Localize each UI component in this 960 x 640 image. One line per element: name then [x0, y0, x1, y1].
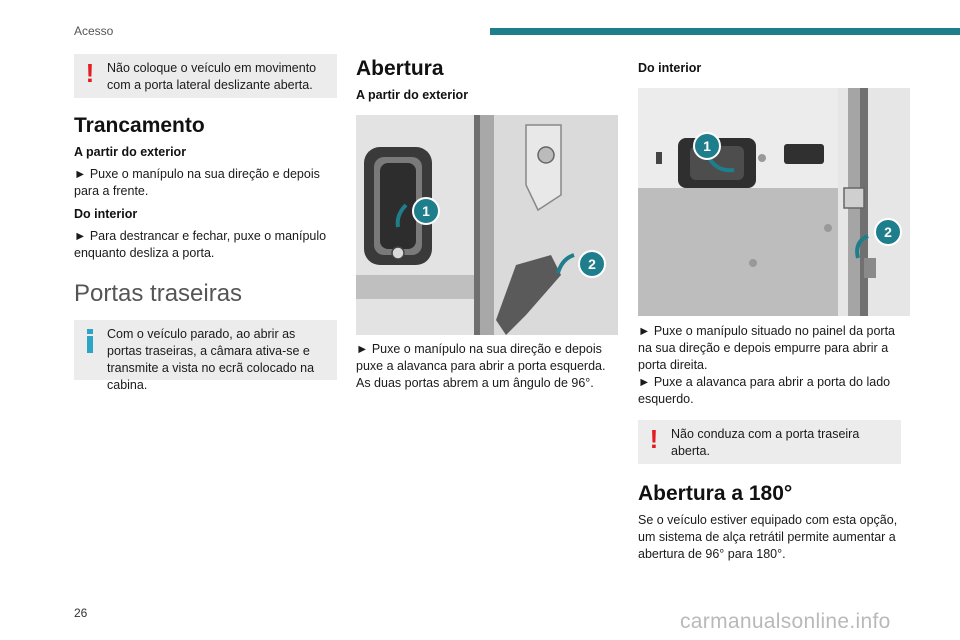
- column-2: [356, 54, 618, 392]
- callout-2-badge: 2: [578, 250, 606, 278]
- opening-from-inside-heading: Do interior: [638, 61, 702, 75]
- locking-heading: Trancamento: [74, 114, 205, 137]
- opening-heading: Abertura: [356, 57, 444, 80]
- info-icon: [86, 329, 94, 355]
- page-number: 26: [74, 606, 88, 620]
- from-inside-text: ► Para destrancar e fechar, puxe o manípulo enquanto desliza a porta.: [74, 229, 327, 260]
- info-text: Com o veículo parado, ao abrir as portas traseiras, a câmara ativa-se e transmite a vista no ecrã colocado na cabina.: [107, 327, 315, 392]
- rear-doors-heading: Portas traseiras: [74, 280, 243, 307]
- opening-exterior-text: ► Puxe o manípulo na sua direção e depois puxe a alavanca para abrir a porta esquerda. As duas portas abrem a um ângulo de 96°.: [356, 342, 606, 390]
- interior-opening-text-2: ► Puxe a alavanca para abrir a porta do lado esquerdo.: [638, 375, 891, 406]
- opening-180-text: Se o veículo estiver equipado com esta opção, um sistema de alça retrátil permite aumentar a abertura de 96° para 180°.: [638, 513, 898, 561]
- interior-handle-illustration: [638, 88, 910, 316]
- warning-icon: !: [649, 424, 659, 454]
- from-inside-heading: Do interior: [74, 207, 138, 221]
- from-outside-text: ► Puxe o manípulo na sua direção e depois para a frente.: [74, 167, 320, 198]
- warning-text: Não coloque o veículo em movimento com a porta lateral deslizante aberta.: [107, 61, 317, 92]
- interior-door-drawing: [638, 88, 910, 316]
- watermark: carmanualsonline.info: [680, 610, 891, 633]
- exterior-handle-illustration: [356, 115, 618, 335]
- column-3: [638, 54, 910, 563]
- callout-1-badge: 1: [693, 132, 721, 160]
- interior-opening-text-1: ► Puxe o manípulo situado no painel da porta na sua direção e depois empurre para abrir a porta direita.: [638, 324, 895, 372]
- warning-note-rear-door: [638, 420, 901, 464]
- from-outside-heading: A partir do exterior: [74, 145, 187, 159]
- callout-1-badge: 1: [412, 197, 440, 225]
- section-title: Acesso: [74, 24, 114, 38]
- callout-2-badge: 2: [874, 218, 902, 246]
- warning-note-sliding-door: [74, 54, 337, 98]
- warning-text: Não conduza com a porta traseira aberta.: [671, 427, 860, 458]
- warning-icon: !: [85, 58, 95, 88]
- opening-from-outside-heading: A partir do exterior: [356, 88, 469, 102]
- opening-180-heading: Abertura a 180°: [638, 482, 793, 505]
- column-1: [74, 54, 337, 392]
- exterior-door-drawing: [356, 115, 618, 335]
- header-accent-bar: [490, 28, 960, 35]
- info-note-camera: [74, 320, 337, 392]
